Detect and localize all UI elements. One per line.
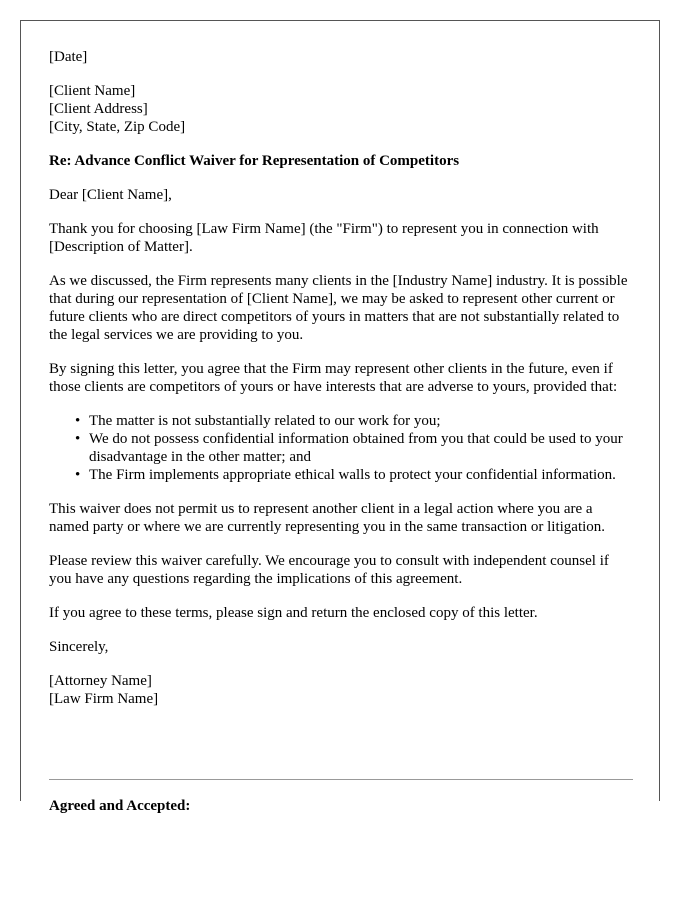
condition-text: We do not possess confidential information obtained from you that could be used to your disadvantage in the other matter; and <box>89 431 623 465</box>
client-address-block <box>49 82 633 136</box>
bullet-icon: • <box>75 467 81 483</box>
list-item <box>75 430 633 466</box>
client-city-state-zip: [City, State, Zip Code] <box>49 119 186 135</box>
attorney-name: [Attorney Name] <box>49 673 152 689</box>
paragraph-sign-return: If you agree to these terms, please sign and return the enclosed copy of this letter. <box>49 605 538 621</box>
paragraph-industry: As we discussed, the Firm represents many clients in the [Industry Name] industry. It is possible that during our representation of [Client Name], we may be asked to represent other current or future clients who are direct competitors of yours in matters that are not substantially related to the legal services we are providing to you. <box>49 273 628 343</box>
letter-date: [Date] <box>49 49 88 65</box>
acceptance-heading: Agreed and Accepted: <box>49 798 191 814</box>
letter-page <box>20 20 660 814</box>
divider <box>49 779 633 780</box>
bullet-icon: • <box>75 413 81 429</box>
salutation: Dear [Client Name], <box>49 187 172 203</box>
paragraph-intro: Thank you for choosing [Law Firm Name] (the "Firm") to represent you in connection with [Description of Matter]. <box>49 221 599 255</box>
list-item <box>75 466 633 484</box>
condition-text: The Firm implements appropriate ethical walls to protect your confidential information. <box>89 467 616 483</box>
subject-line: Re: Advance Conflict Waiver for Representation of Competitors <box>49 153 460 169</box>
firm-name: [Law Firm Name] <box>49 691 159 707</box>
client-address: [Client Address] <box>49 101 148 117</box>
condition-text: The matter is not substantially related to our work for you; <box>89 413 441 429</box>
bullet-icon: • <box>75 431 81 447</box>
client-name: [Client Name] <box>49 83 136 99</box>
paragraph-agreement: By signing this letter, you agree that the Firm may represent other clients in the future, even if those clients are competitors of yours or have interests that are adverse to yours, provided that: <box>49 361 618 395</box>
letter-body <box>49 48 633 724</box>
closing: Sincerely, <box>49 639 109 655</box>
paragraph-limitation: This waiver does not permit us to represent another client in a legal action where you are a named party or where we are currently representing you in the same transaction or litigation. <box>49 501 606 535</box>
date-block <box>49 48 633 66</box>
list-item <box>75 412 633 430</box>
signature-block <box>49 672 633 708</box>
paragraph-review: Please review this waiver carefully. We encourage you to consult with independent counsel if you have any questions regarding the implications of this agreement. <box>49 553 609 587</box>
conditions-list <box>49 412 633 484</box>
